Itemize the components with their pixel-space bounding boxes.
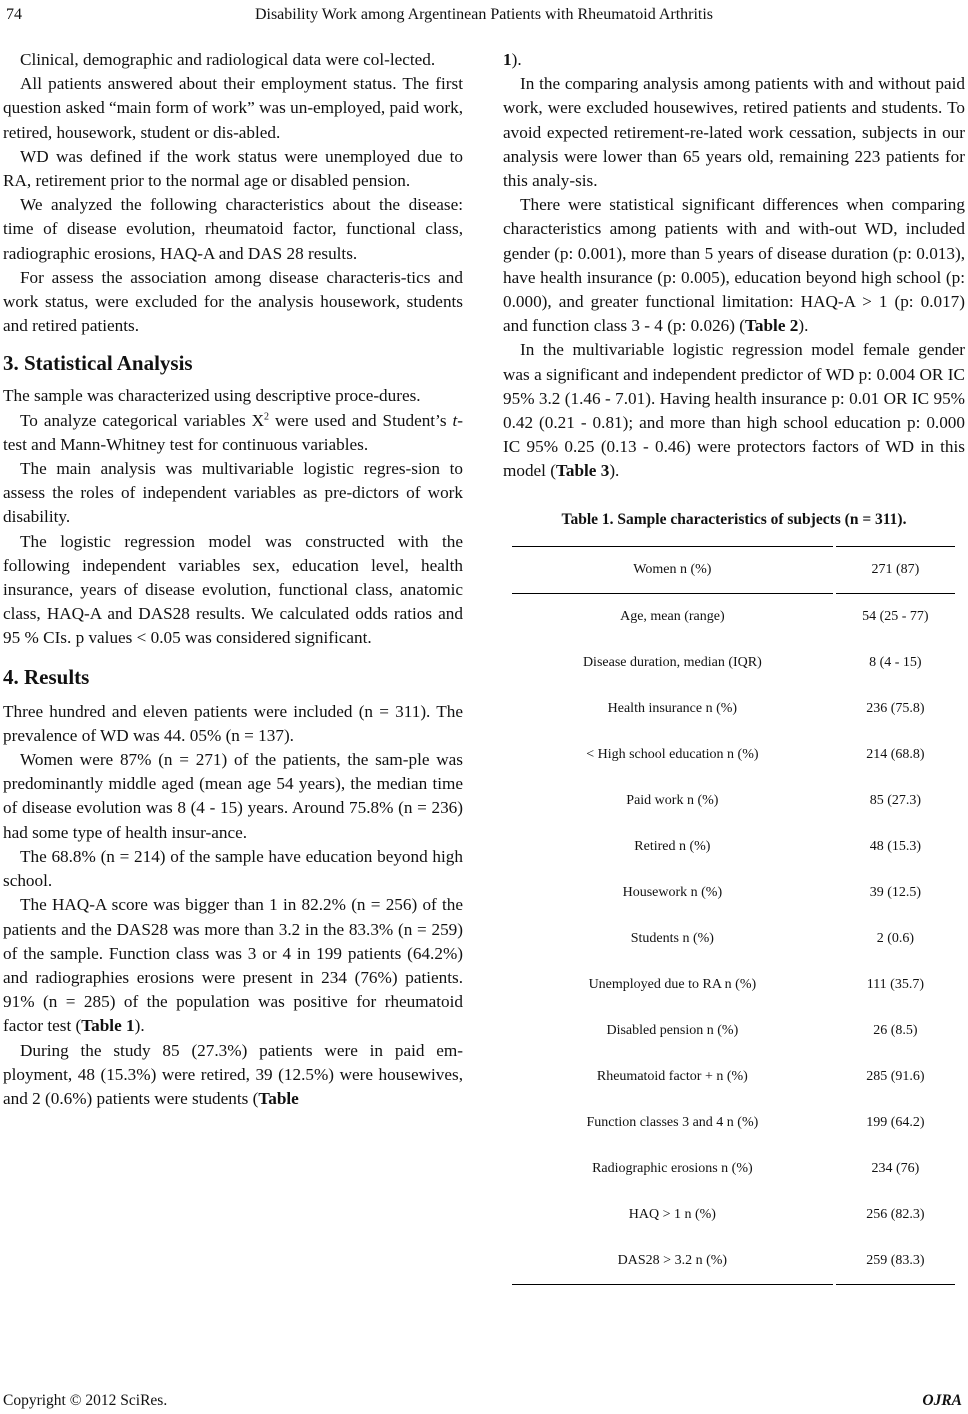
section-heading-statistical-analysis: 3. Statistical Analysis xyxy=(3,351,193,376)
table-cell-label: Unemployed due to RA n (%) xyxy=(588,976,757,992)
copyright: Copyright © 2012 SciRes. xyxy=(3,1392,168,1409)
table-row xyxy=(512,1054,955,1100)
table-caption: Table 1. Sample characteristics of subjects (n = 311). xyxy=(561,510,907,528)
table-reference: Table 2 xyxy=(745,316,799,336)
table-cell-value: 285 (91.6) xyxy=(866,1068,925,1084)
paragraph: Women were 87% (n = 271) of the patients, the sam-ple was predominantly middle aged (mean age 54 years), the median time of disease evolution was 8 (4 - 15) years. Around 75.8% (n = 236) had some type of health insur-ance. xyxy=(3,750,463,842)
table-cell-label: Radiographic erosions n (%) xyxy=(592,1160,753,1176)
table-row xyxy=(512,686,955,732)
table-row xyxy=(512,1146,955,1192)
paragraph: The sample was characterized using descriptive proce-dures. xyxy=(3,386,421,406)
table-cell-value: 214 (68.8) xyxy=(866,746,925,762)
table-cell-value: 236 (75.8) xyxy=(866,700,925,716)
table-row xyxy=(512,640,955,686)
table-cell-value: 26 (8.5) xyxy=(873,1022,918,1038)
table-reference: Table xyxy=(258,1088,299,1108)
table-cell-value: 39 (12.5) xyxy=(869,884,922,900)
table-cell-label: Housework n (%) xyxy=(622,884,723,900)
table-row xyxy=(512,962,955,1008)
journal-abbreviation: OJRA xyxy=(922,1392,962,1409)
table-cell-label: Women n (%) xyxy=(512,546,833,594)
table-cell-value: 259 (83.3) xyxy=(836,1238,955,1285)
paragraph: The logistic regression model was constructed with the following independent variables sex, education level, health insurance, years of disease evolution, functional class, anatomic class, HAQ-A and DAS28 results. We calculated odds ratios and 95 % CIs. p values < 0.05 was considered significant. xyxy=(3,531,463,648)
table-row xyxy=(512,824,955,870)
table-cell-label: Disabled pension n (%) xyxy=(606,1022,739,1038)
paragraph: The 68.8% (n = 214) of the sample have education beyond high school. xyxy=(3,846,463,891)
paragraph: 1). xyxy=(503,50,522,69)
table-cell-value: 111 (35.7) xyxy=(866,976,925,992)
table-row xyxy=(512,732,955,778)
table-cell-label: Rheumatoid factor + n (%) xyxy=(596,1068,748,1084)
paragraph: In the comparing analysis among patients with and without paid work, were excluded housewives, retired patients and students. To avoid expected retirement-re-lated work cessation, subjects in our analysis were lower than 65 years old, remaining 223 patients for this analy-sis. xyxy=(503,74,965,191)
italic-t: t xyxy=(452,410,458,430)
section-heading-results: 4. Results xyxy=(3,664,90,689)
paragraph: The HAQ-A score was bigger than 1 in 82.2% (n = 256) of the patients and the DAS28 was more than 3.2 in the 83.3% (n = 259) of the sample. Function class was 3 or 4 in 199 patients (64.2%) and radiographies erosions were present in 234 (76%) patients. 91% (n = 285) of the population was positive for rheumatoid factor test (Table 1). xyxy=(3,895,463,1036)
table-cell-value: 85 (27.3) xyxy=(869,792,922,808)
paragraph: There were statistical significant differences when comparing characteristics among patients with and with-out WD, included gender (p: 0.001), more than 5 years of disease duration (p: 0.013), have health insurance (p: 0.005), education beyond high school (p: 0.000), and greater functional limitation: HAQ-A > 1 (p: 0.017) and function class 3 - 4 (p: 0.026) (Table 2). xyxy=(503,195,965,336)
table-cell-label: Age, mean (range) xyxy=(620,608,725,624)
table-row xyxy=(512,1192,955,1238)
table-row xyxy=(512,870,955,916)
table-cell-value: 256 (82.3) xyxy=(866,1206,925,1222)
table-cell-value: 8 (4 - 15) xyxy=(869,654,922,670)
paragraph: For assess the association among disease characteris-tics and work status, were excluded for the analysis housework, students and retired patients. xyxy=(3,267,463,336)
table-cell-value: 54 (25 - 77) xyxy=(862,608,929,624)
table-cell-label: Disease duration, median (IQR) xyxy=(582,654,762,670)
table-1 xyxy=(509,546,958,1285)
table-cell-label: Paid work n (%) xyxy=(626,792,719,808)
table-reference: Table 3 xyxy=(555,461,610,481)
paragraph: Three hundred and eleven patients were included (n = 311). The prevalence of WD was 44. 05% (n = 137). xyxy=(3,701,463,745)
paragraph: WD was defined if the work status were unemployed due to RA, retirement prior to the normal age or disabled pension. xyxy=(3,146,463,191)
table-cell-label: < High school education n (%) xyxy=(586,746,759,762)
table-cell-value: 271 (87) xyxy=(836,546,955,594)
paragraph: We analyzed the following characteristics about the disease: time of disease evolution, rheumatoid factor, functional class, radiographic erosions, HAQ-A and DAS 28 results. xyxy=(3,195,463,263)
paragraph: All patients answered about their employment status. The first question asked “main form of work” was un-employed, paid work, retired, housework, student or dis-abled. xyxy=(3,74,463,142)
table-cell-value: 48 (15.3) xyxy=(869,838,922,854)
paragraph: During the study 85 (27.3%) patients were in paid em-ployment, 48 (15.3%) were retired, 39 (12.5%) were housewives, and 2 (0.6%) patients were students (Table xyxy=(3,1040,463,1108)
table-cell-value: 2 (0.6) xyxy=(876,930,915,946)
left-column xyxy=(3,48,463,1111)
table-row xyxy=(512,778,955,824)
page-header xyxy=(0,6,968,30)
paragraph: Clinical, demographic and radiological data were col-lected. xyxy=(20,50,436,69)
table-row xyxy=(512,1100,955,1146)
table-row xyxy=(512,916,955,962)
page-footer xyxy=(0,1392,968,1412)
table-cell-label: Health insurance n (%) xyxy=(607,700,738,716)
table-row xyxy=(512,1238,955,1285)
table-cell-label: Students n (%) xyxy=(630,930,714,946)
table-cell-label: Function classes 3 and 4 n (%) xyxy=(586,1114,759,1130)
table-reference: 1 xyxy=(503,50,512,69)
table-row xyxy=(512,1008,955,1054)
table-row xyxy=(512,594,955,640)
table-cell-value: 199 (64.2) xyxy=(866,1114,925,1130)
paragraph: In the multivariable logistic regression model female gender was a significant and independent predictor of WD p: 0.004 OR IC 95% 3.2 (1.46 - 7.01). Having health insurance p: 0.01 OR IC 95% 0.42 (0.21 - 0.81); and more than high school education p: 0.000 IC 95% 0.25 (0.13 - 0.46) were protectors factors of WD in this model (Table 3). xyxy=(503,340,965,481)
table-cell-label: Retired n (%) xyxy=(634,838,711,854)
paragraph: The main analysis was multivariable logistic regres-sion to assess the roles of independent variables as pre-dictors of work disability. xyxy=(3,459,463,527)
paragraph: To analyze categorical variables $X^2$ were used and Student’s t-test and Mann-Whitney test for continuous variables. xyxy=(3,410,463,454)
table-cell-value: 234 (76) xyxy=(871,1160,920,1176)
table-cell-label: HAQ > 1 n (%) xyxy=(628,1206,716,1222)
table-header-row xyxy=(512,546,955,594)
superscript: 2 xyxy=(264,410,270,422)
right-column xyxy=(503,48,965,1285)
table-reference: Table 1 xyxy=(81,1016,135,1036)
page-number: 74 xyxy=(6,6,22,23)
table-cell-label: DAS28 > 3.2 n (%) xyxy=(512,1238,833,1285)
running-title: Disability Work among Argentinean Patients with Rheumatoid Arthritis xyxy=(254,6,714,23)
